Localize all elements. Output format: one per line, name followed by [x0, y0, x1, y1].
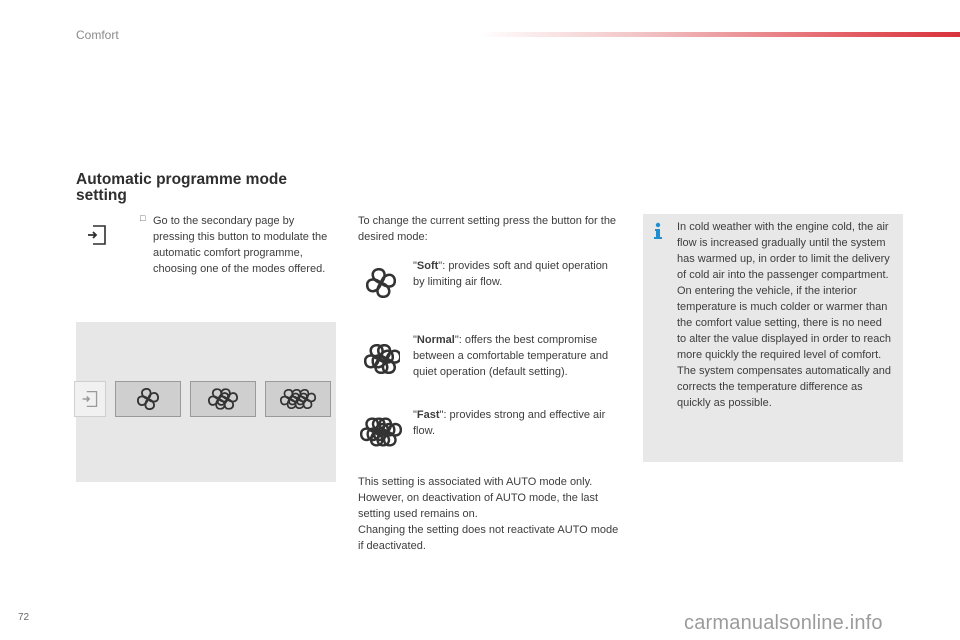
mode-intro-text: To change the current setting press the button for the desired mode:: [358, 215, 617, 243]
mode-fast-desc: : provides strong and effective air flow.: [413, 409, 606, 437]
auto-mode-note: [358, 474, 622, 554]
page-title: Automatic programme mode setting: [76, 171, 288, 204]
screen-back-button: [74, 381, 106, 417]
fan-soft-icon: [137, 388, 159, 410]
instruction-text: Go to the secondary page by pressing this button to modulate the automatic comfort programme, choosing one of the modes offered.: [153, 215, 328, 275]
mode-normal: "Normal": offers the best compromise between a comfortable temperature and quiet operation (default setting).: [413, 334, 609, 378]
page-number: 72: [18, 612, 30, 623]
screen-button-soft: [115, 381, 181, 417]
auto-mode-note-1: This setting is associated with AUTO mode only. However, on deactivation of AUTO mode, the last setting used remains on.: [358, 476, 599, 520]
mode-normal-desc: : offers the best compromise between a comfortable temperature and quiet operation (default setting).: [413, 334, 609, 378]
mode-fast-name: Fast: [416, 409, 440, 421]
mode-soft-name: Soft: [416, 260, 439, 272]
mode-normal-name: Normal: [416, 334, 455, 346]
back-arrow-icon: [81, 390, 99, 408]
mode-soft: "Soft": provides soft and quiet operation by limiting air flow.: [413, 260, 608, 288]
fan-normal-icon: [208, 388, 238, 410]
section-title: Comfort: [76, 28, 119, 42]
watermark: carmanualsonline.info: [684, 612, 883, 634]
fan-soft-icon: [366, 268, 396, 298]
header-accent-bar: [478, 32, 960, 37]
fan-normal-icon: [364, 344, 400, 374]
info-icon: [651, 222, 665, 240]
screen-button-normal: [190, 381, 256, 417]
fan-fast-icon: [360, 417, 402, 447]
fan-fast-icon: [280, 388, 316, 410]
mode-soft-desc: : provides soft and quiet operation by limiting air flow.: [413, 260, 608, 288]
screen-button-fast: [265, 381, 331, 417]
mode-fast: "Fast": provides strong and effective air flow.: [413, 409, 606, 437]
info-paragraph-1: In cold weather with the engine cold, the air flow is increased gradually until the system has warmed up, in order to limit the delivery of cold air into the passenger compartment.: [677, 221, 890, 281]
info-text: [677, 219, 893, 411]
info-paragraph-2: On entering the vehicle, if the interior temperature is much colder or warmer than the comfort value setting, there is no need to alter the value displayed in order to reach more quickly the required level of comfort. The system compensates automatically and corrects the temperature difference as quickly as possible.: [677, 285, 892, 409]
bullet-marker: □: [140, 213, 146, 223]
auto-mode-note-2: Changing the setting does not reactivate AUTO mode if deactivated.: [358, 524, 619, 552]
secondary-page-button-icon: [86, 224, 108, 246]
